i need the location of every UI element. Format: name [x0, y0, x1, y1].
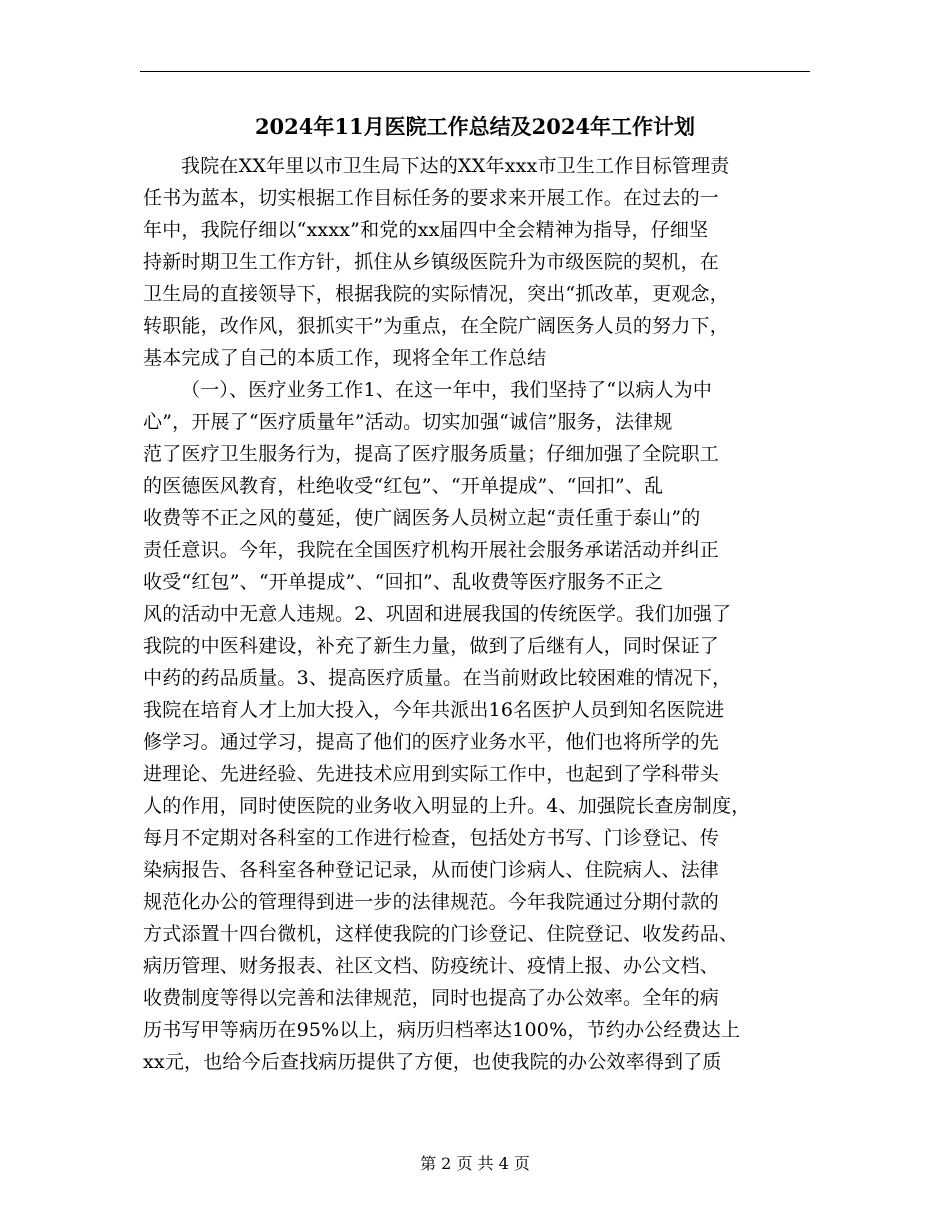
document-body [143, 150, 815, 1078]
text-line: 心”，开展了“医疗质量年”活动。切实加强“诚信”服务，法律规 [143, 411, 673, 433]
text-line: 我院的中医科建设，补充了新生力量，做到了后继有人，同时保证了 [143, 635, 720, 657]
text-line: 病历管理、财务报表、社区文档、防疫统计、疫情上报、办公文档、 [143, 955, 720, 977]
text-line: 我院在培育人才上加大投入，今年共派出16名医护人员到知名医院进 [143, 699, 725, 721]
text-line: 中药的药品质量。3、提高医疗质量。在当前财政比较困难的情况下， [143, 667, 732, 689]
text-line: 每月不定期对各科室的工作进行检查，包括处方书写、门诊登记、传 [143, 827, 720, 849]
text-line: 染病报告、各科室各种登记记录，从而使门诊病人、住院病人、法律 [143, 859, 720, 881]
paragraph-1 [143, 150, 815, 374]
text-line: 收受“红包”、“开单提成”、“回扣”、乱收费等医疗服务不正之 [143, 571, 664, 593]
text-line: （一）、医疗业务工作1、在这一年中，我们坚持了“以病人为中 [181, 379, 713, 401]
text-line: 基本完成了自己的本质工作，现将全年工作总结 [143, 347, 547, 369]
text-line: 风的活动中无意人违规。2、巩固和进展我国的传统医学。我们加强了 [143, 603, 732, 625]
text-line: 任书为蓝本，切实根据工作目标任务的要求来开展工作。在过去的一 [143, 187, 720, 209]
text-line: 收费等不正之风的蔓延，使广阔医务人员树立起“责任重于泰山”的 [143, 507, 701, 529]
text-line: 收费制度等得以完善和法律规范，同时也提高了办公效率。全年的病 [143, 987, 720, 1009]
text-line: 范了医疗卫生服务行为，提高了医疗服务质量；仔细加强了全院职工 [143, 443, 720, 465]
text-line: 的医德医风教育，杜绝收受“红包”、“开单提成”、“回扣”、乱 [143, 475, 664, 497]
page-number: 第 2 页 共 4 页 [420, 1154, 530, 1173]
text-line: 年中，我院仔细以“xxxx”和党的xx届四中全会精神为指导，仔细坚 [143, 219, 709, 241]
text-line: 修学习。通过学习，提高了他们的医疗业务水平，他们也将所学的先 [143, 731, 720, 753]
text-line: xx元，也给今后查找病历提供了方便，也使我院的办公效率得到了质 [143, 1051, 722, 1073]
text-line: 规范化办公的管理得到进一步的法律规范。今年我院通过分期付款的 [143, 891, 720, 913]
text-line: 进理论、先进经验、先进技术应用到实际工作中，也起到了学科带头 [143, 763, 720, 785]
text-line: 责任意识。今年，我院在全国医疗机构开展社会服务承诺活动并纠正 [143, 539, 720, 561]
text-line: 人的作用，同时使医院的业务收入明显的上升。4、加强院长查房制度， [143, 795, 751, 817]
text-line: 我院在XX年里以市卫生局下达的XX年xxx市卫生工作目标管理责 [181, 155, 730, 177]
text-line: 卫生局的直接领导下，根据我院的实际情况，突出“抓改革，更观念， [143, 283, 729, 305]
text-line: 方式添置十四台微机，这样使我院的门诊登记、住院登记、收发药品、 [143, 923, 739, 945]
text-line: 转职能，改作风，狠抓实干”为重点，在全院广阔医务人员的努力下， [143, 315, 729, 337]
header-rule [140, 71, 810, 72]
document-title: 2024年11月医院工作总结及2024年工作计划 [254, 114, 696, 139]
text-line: 历书写甲等病历在95%以上，病历归档率达100%，节约办公经费达上 [143, 1019, 741, 1041]
paragraph-2 [143, 374, 815, 1078]
text-line: 持新时期卫生工作方针，抓住从乡镇级医院升为市级医院的契机，在 [143, 251, 720, 273]
